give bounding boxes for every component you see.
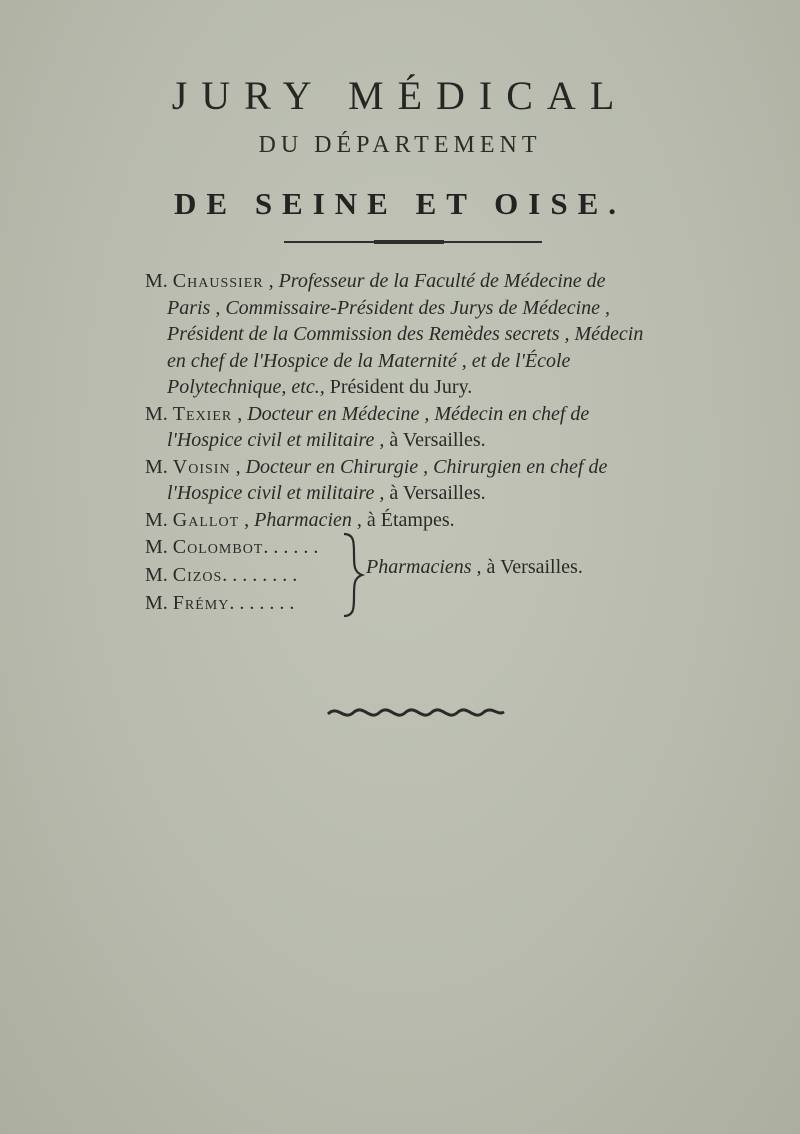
member-name: Gallot (172, 508, 240, 531)
pharmacists-role (366, 556, 583, 579)
curly-brace-icon (338, 532, 368, 618)
pharmacist-entry-fremy (145, 589, 318, 617)
member-name: Voisin (172, 455, 231, 478)
member-title: Docteur en Médecine , Médecin en chef de (247, 402, 590, 425)
pharmacist-list (145, 533, 318, 617)
member-location: à Versailles. (384, 429, 486, 451)
member-prefix: M. (145, 455, 168, 478)
member-location: à Versailles. (384, 482, 486, 504)
separator: , (232, 402, 248, 425)
pharmacists-location: à Versailles. (481, 556, 583, 578)
member-name: Colombot (172, 536, 264, 558)
member-prefix: M. (145, 564, 168, 586)
member-prefix: M. (145, 270, 168, 292)
member-role: Président du Jury. (324, 376, 473, 398)
decorative-ornament (326, 700, 506, 724)
member-entry-chaussier (145, 268, 685, 401)
separator: , (239, 508, 255, 531)
member-title: Docteur en Chirurgie , Chirurgien en chef de (245, 455, 608, 478)
member-title: Président de la Commission des Remèdes secrets , Médecin (167, 323, 644, 345)
member-entry-texier (145, 401, 685, 454)
pharmacist-entry-colombot (145, 533, 318, 561)
member-title: l'Hospice civil et militaire , (167, 482, 385, 504)
member-prefix: M. (145, 508, 168, 531)
member-title: Professeur de la Faculté de Médecine de (278, 270, 606, 292)
member-title: en chef de l'Hospice de la Maternité , et de l'École (167, 349, 571, 372)
leader-dots: . . . . . . . (229, 592, 295, 614)
member-prefix: M. (145, 402, 168, 425)
member-name: Cizos (172, 564, 223, 586)
member-title: Pharmacien , (254, 508, 362, 531)
member-location: à Étampes. (361, 508, 455, 531)
separator: , (263, 270, 279, 292)
member-prefix: M. (145, 592, 168, 614)
member-title: l'Hospice civil et militaire , (167, 429, 385, 451)
member-title: Polytechnique, etc., (167, 376, 325, 398)
member-name: Chaussier (172, 270, 264, 292)
member-name: Texier (172, 402, 233, 425)
leader-dots: . . . . . . . . (222, 564, 298, 586)
title-jury-medical: JURY MÉDICAL (171, 73, 629, 118)
member-name: Frémy (172, 592, 230, 614)
leader-dots: . . . . . . (263, 536, 319, 558)
member-list (145, 268, 685, 533)
pharmacists-title: Pharmaciens , (366, 556, 482, 578)
member-entry-gallot (145, 507, 685, 534)
title-seine-et-oise: DE SEINE ET OISE. (174, 186, 626, 221)
member-prefix: M. (145, 536, 168, 558)
member-title: Paris , Commissaire-Président des Jurys de Médecine , (167, 296, 611, 319)
title-du-departement: DU DÉPARTEMENT (258, 132, 542, 158)
decorative-rule (284, 240, 542, 244)
pharmacist-entry-cizos (145, 561, 318, 589)
separator: , (230, 455, 246, 478)
member-entry-voisin (145, 454, 685, 507)
